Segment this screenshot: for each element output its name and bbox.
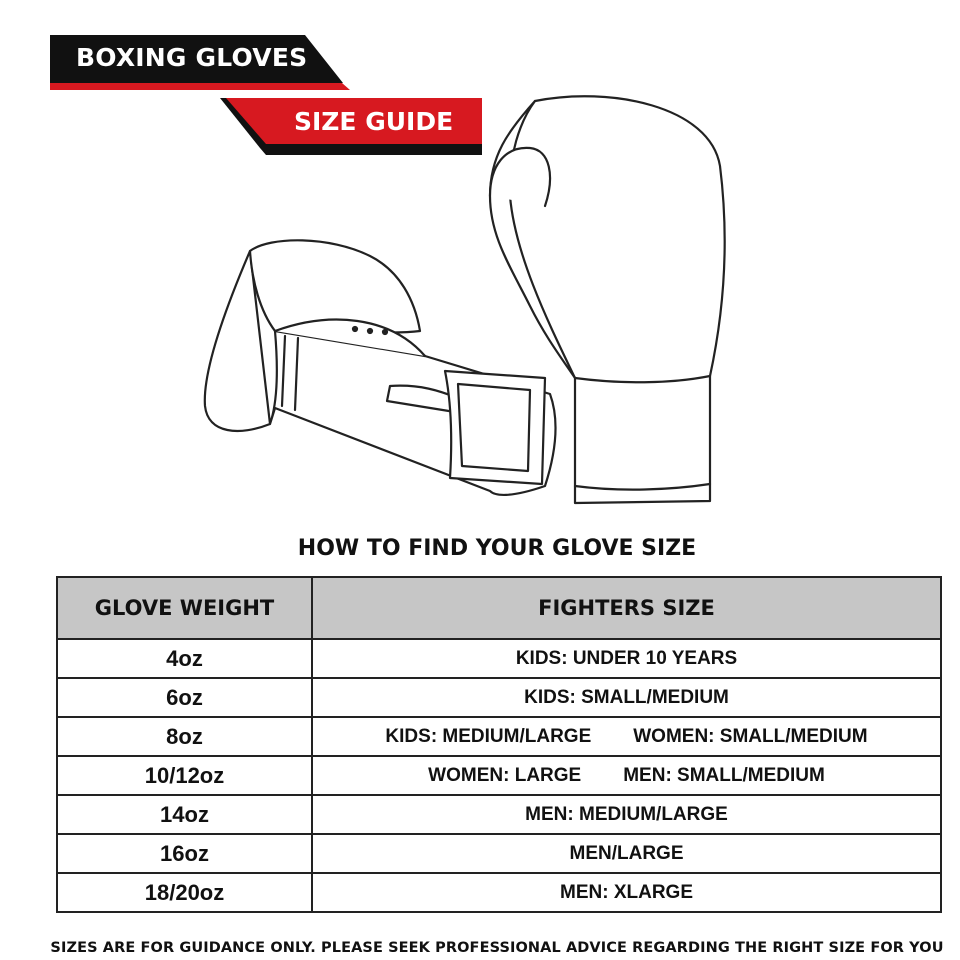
fighters-size-cell	[312, 795, 941, 834]
size-table	[56, 576, 942, 913]
glove-weight-cell: 14oz	[57, 795, 312, 834]
boxing-gloves-icon	[190, 86, 750, 516]
glove-weight-cell: 8oz	[57, 717, 312, 756]
table-row	[57, 834, 941, 873]
fighters-size-text: MEN: MEDIUM/LARGE	[525, 803, 728, 825]
disclaimer-text: SIZES ARE FOR GUIDANCE ONLY. PLEASE SEEK PROFESSIONAL ADVICE REGARDING THE RIGHT SIZE FOR YOU	[50, 940, 944, 956]
page-subtitle: SIZE GUIDE	[294, 107, 454, 136]
glove-weight-cell: 4oz	[57, 639, 312, 678]
table-row	[57, 717, 941, 756]
fighters-size-cell	[312, 717, 941, 756]
side-glove	[205, 240, 556, 495]
fighters-size-cell	[312, 639, 941, 678]
fighters-size-text: WOMEN: LARGE	[428, 764, 582, 786]
page-title: BOXING GLOVES	[76, 43, 308, 72]
fighters-size-text: KIDS: MEDIUM/LARGE	[385, 725, 592, 747]
fighters-size-cell	[312, 678, 941, 717]
glove-weight-cell: 6oz	[57, 678, 312, 717]
glove-weight-cell: 16oz	[57, 834, 312, 873]
glove-weight-cell: 10/12oz	[57, 756, 312, 795]
table-row	[57, 795, 941, 834]
fighters-size-text: KIDS: SMALL/MEDIUM	[524, 686, 729, 708]
glove-weight-cell: 18/20oz	[57, 873, 312, 912]
table-row	[57, 756, 941, 795]
column-header-glove-weight: GLOVE WEIGHT	[57, 577, 312, 639]
fighters-size-text: KIDS: UNDER 10 YEARS	[515, 647, 738, 669]
table-heading: HOW TO FIND YOUR GLOVE SIZE	[297, 536, 697, 561]
fighters-size-text: WOMEN: SMALL/MEDIUM	[633, 725, 868, 747]
fighters-size-cell	[312, 873, 941, 912]
fighters-size-text: MEN/LARGE	[569, 842, 684, 864]
table-header-row	[57, 577, 941, 639]
table-row	[57, 873, 941, 912]
table-row	[57, 678, 941, 717]
fighters-size-cell	[312, 756, 941, 795]
table-row	[57, 639, 941, 678]
fighters-size-text: MEN: XLARGE	[560, 881, 693, 903]
fighters-size-text: MEN: SMALL/MEDIUM	[623, 764, 825, 786]
column-header-fighters-size: FIGHTERS SIZE	[312, 577, 941, 639]
fighters-size-cell	[312, 834, 941, 873]
title-banner	[50, 35, 350, 91]
